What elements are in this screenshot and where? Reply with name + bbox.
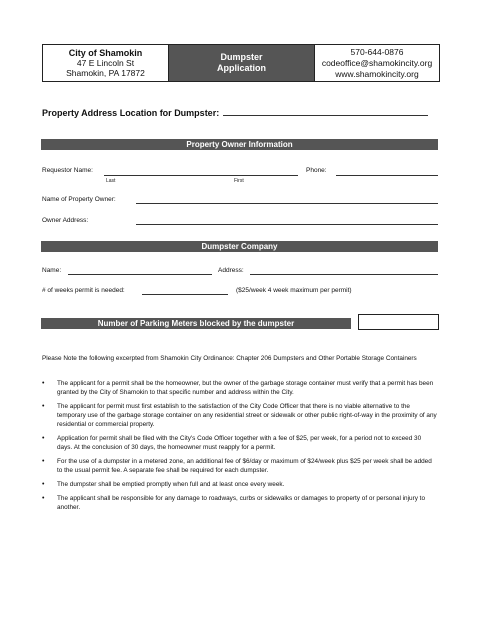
last-name-caption: Last	[106, 178, 116, 184]
bullet-icon: •	[42, 435, 45, 442]
property-address-field[interactable]	[223, 106, 428, 116]
meters-count-field[interactable]	[358, 314, 439, 330]
city-address-cell	[43, 45, 169, 81]
phone-label: Phone:	[306, 167, 327, 174]
weeks-field[interactable]	[142, 294, 228, 295]
fee-note: ($25/week 4 week maximum per permit)	[236, 287, 352, 294]
company-address-label: Address:	[218, 267, 244, 274]
header-table	[42, 44, 440, 82]
bullet-icon: •	[42, 495, 45, 502]
rule-text: For the use of a dumpster in a metered zone, an additional fee of $6/day or maximum of $24/week plus $25 per week shall be added to the usual permit fee. A separate fee shall be required for each dumpster.	[57, 458, 432, 474]
list-item	[42, 402, 437, 429]
list-item	[42, 434, 437, 452]
city-location: Shamokin, PA 17872	[66, 68, 145, 78]
property-address-label: Property Address Location for Dumpster:	[42, 108, 220, 118]
form-title-cell	[169, 45, 315, 81]
city-street: 47 E Lincoln St	[76, 58, 135, 68]
rule-text: Application for permit shall be filed with the City's Code Officer together with a fee of $25, per week, for a period not to exceed 30 days. At the conclusion of 30 days, the homeowner must reapply for a permit.	[57, 435, 422, 451]
company-section-header: Dumpster Company	[41, 241, 438, 252]
owner-address-field[interactable]	[136, 224, 438, 225]
form-title-line2: Application	[217, 63, 266, 73]
requestor-field[interactable]	[104, 175, 298, 176]
bullet-icon: •	[42, 380, 45, 387]
ordinance-note: Please Note the following excerpted from Shamokin City Ordinance: Chapter 206 Dumpsters and Other Portable Storage Containers	[42, 355, 417, 362]
rule-text: The applicant shall be responsible for any damage to roadways, curbs or sidewalks or damages to property of or personal injury to another.	[57, 495, 426, 511]
list-item	[42, 457, 437, 475]
contact-cell	[315, 45, 439, 81]
bullet-icon: •	[42, 481, 45, 488]
rule-text: The applicant for a permit shall be the homeowner, but the owner of the garbage storage container must verify that a permit has been granted by the City of Shamokin to that specific number and address within the City.	[57, 380, 434, 396]
phone-field[interactable]	[336, 175, 438, 176]
property-address-row	[42, 106, 428, 118]
owner-address-label: Owner Address:	[42, 217, 89, 224]
company-name-label: Name:	[42, 267, 62, 274]
list-item	[42, 494, 437, 512]
bullet-icon: •	[42, 403, 45, 410]
contact-website[interactable]: www.shamokincity.org	[335, 68, 419, 79]
form-title-line1: Dumpster	[220, 52, 263, 62]
contact-email[interactable]: codeoffice@shamokincity.org	[321, 57, 433, 68]
city-name: City of Shamokin	[68, 48, 143, 58]
rule-text: The dumpster shall be emptied promptly when full and at least once every week.	[57, 481, 285, 488]
company-name-field[interactable]	[68, 274, 212, 275]
meters-section-header: Number of Parking Meters blocked by the dumpster	[41, 318, 351, 329]
rules-list	[42, 379, 437, 517]
weeks-label: # of weeks permit is needed:	[42, 287, 125, 294]
bullet-icon: •	[42, 458, 45, 465]
rule-text: The applicant for permit must first establish to the satisfaction of the City Code Officer that there is no viable alternative to the temporary use of the garbage storage container on any residential street or sidewalk or other public right-of-way in the proximity of any residential or commercial property.	[57, 403, 437, 428]
first-name-caption: First	[234, 178, 244, 184]
list-item	[42, 480, 437, 489]
owner-name-label: Name of Property Owner:	[42, 196, 116, 203]
owner-section-header: Property Owner Information	[41, 139, 438, 150]
company-address-field[interactable]	[250, 274, 438, 275]
contact-phone: 570-644-0876	[350, 46, 404, 57]
requestor-label: Requestor Name:	[42, 167, 93, 174]
owner-name-field[interactable]	[136, 203, 438, 204]
list-item	[42, 379, 437, 397]
